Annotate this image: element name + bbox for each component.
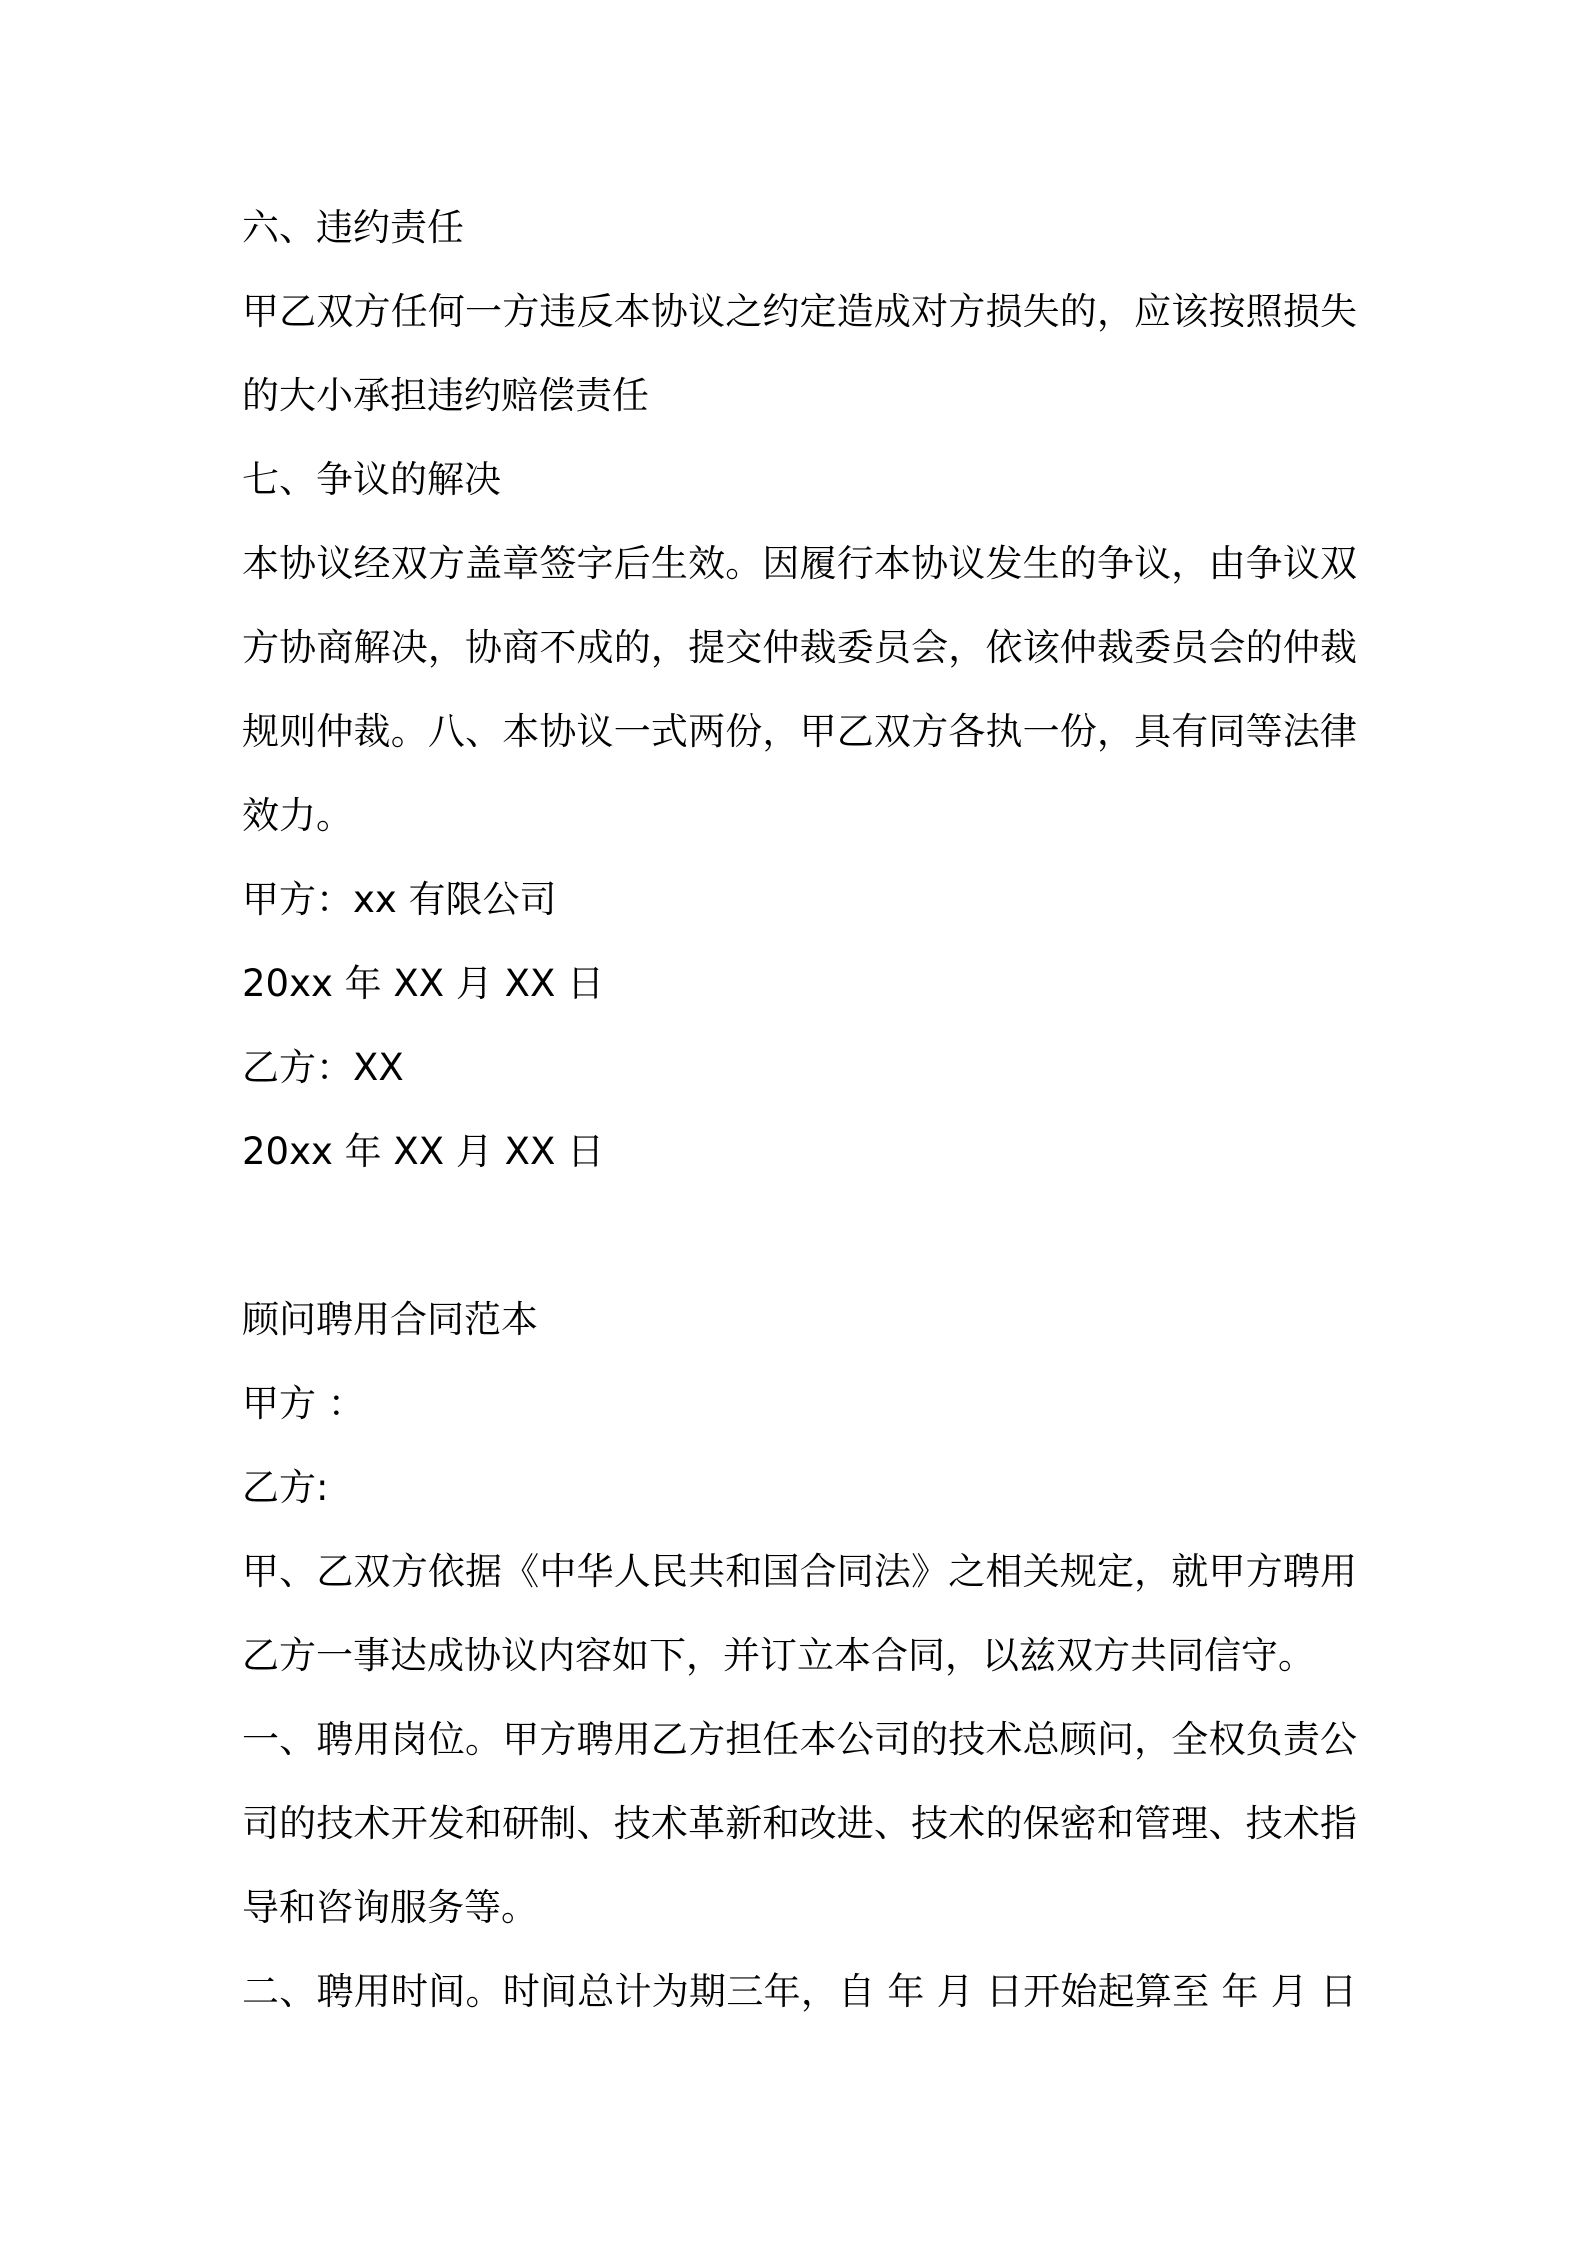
clause-1-line-3: 导和咨询服务等。 (242, 1886, 538, 1929)
section-7-line-3: 规则仲裁。八、本协议一式两份，甲乙双方各执一份，具有同等法律 (242, 710, 1357, 753)
section-6-heading: 六、违约责任 (242, 206, 464, 249)
contract-intro-line-1: 甲、乙双方依据《中华人民共和国合同法》之相关规定，就甲方聘用 (242, 1550, 1357, 1593)
section-7-heading: 七、争议的解决 (242, 458, 501, 501)
spacer (242, 1208, 1357, 1292)
section-7-line-4: 效力。 (242, 794, 353, 837)
section-6-line-1: 甲乙双方任何一方违反本协议之约定造成对方损失的，应该按照损失 (242, 290, 1357, 333)
party-b-date: 20xx 年 XX 月 XX 日 (242, 1130, 605, 1173)
party-a-date: 20xx 年 XX 月 XX 日 (242, 962, 605, 1005)
section-7-line-2: 方协商解决，协商不成的，提交仲裁委员会，依该仲裁委员会的仲裁 (242, 626, 1357, 669)
party-b-signature: 乙方：XX (242, 1046, 404, 1089)
contract-party-a: 甲方 ： (242, 1382, 365, 1425)
contract-title: 顾问聘用合同范本 (242, 1298, 538, 1341)
section-6-line-2: 的大小承担违约赔偿责任 (242, 374, 649, 417)
clause-2-line-1: 二、聘用时间。时间总计为期三年，自 年 月 日开始起算至 年 月 日 (242, 1970, 1357, 2013)
contract-intro-line-2: 乙方一事达成协议内容如下，并订立本合同，以兹双方共同信守。 (242, 1634, 1315, 1677)
clause-1-line-2: 司的技术开发和研制、技术革新和改进、技术的保密和管理、技术指 (242, 1802, 1357, 1845)
clause-1-line-1: 一、聘用岗位。甲方聘用乙方担任本公司的技术总顾问，全权负责公 (242, 1718, 1357, 1761)
party-a-signature: 甲方：xx 有限公司 (242, 878, 557, 921)
document-body (242, 200, 1357, 2048)
section-7-line-1: 本协议经双方盖章签字后生效。因履行本协议发生的争议，由争议双 (242, 542, 1357, 585)
contract-party-b: 乙方: (242, 1466, 329, 1509)
